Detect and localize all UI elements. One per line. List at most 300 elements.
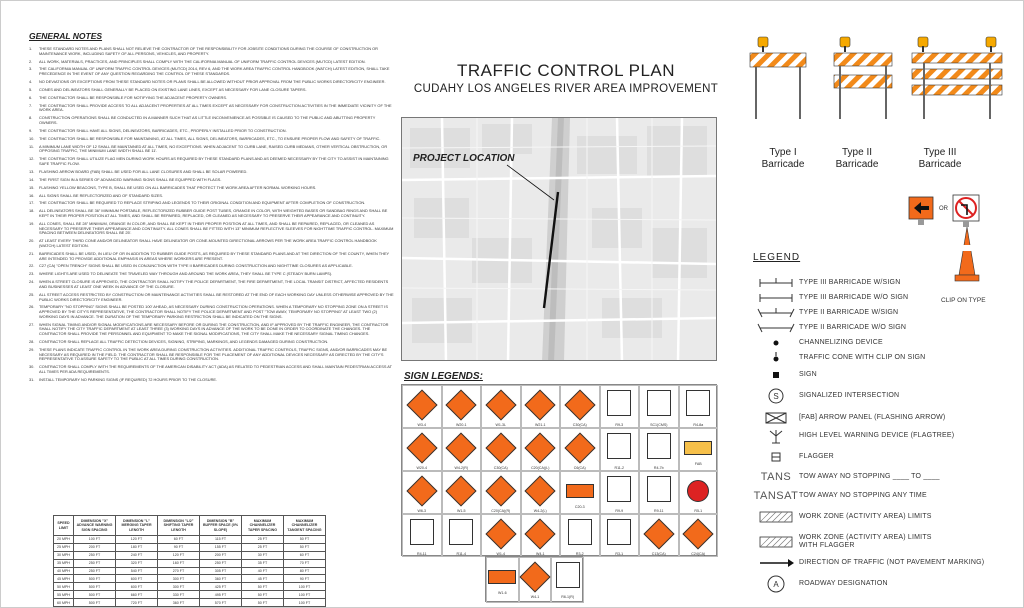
sign-legend-cell: [521, 428, 561, 471]
general-note-text: C27 (CA) "OPEN TRENCH" SIGNS SHALL BE USED IN CONJUNCTION WITH TYPE II BARRICADES DURING CONSTRUCTION AND NIGHTTIME CLOSURES AS APPLICABLE.: [39, 263, 353, 269]
sign-code-label: W6-3: [417, 509, 427, 513]
speed-table-cell: 300 FT: [158, 583, 200, 591]
legend-item-text: TRAFFIC CONE WITH CLIP ON SIGN: [799, 354, 926, 361]
speed-table-cell: 500 FT: [74, 599, 116, 607]
general-note-text: CONES AND DELINEATORS SHALL GENERALLY BE PLACED ON EXISTING LANE LINES, EXCEPT AS NECESSARY FOR LANE CLOSURE TAPERS.: [39, 86, 307, 92]
general-note: [29, 340, 394, 345]
speed-table-cell: 330 FT: [158, 591, 200, 599]
speed-table-row: [54, 591, 326, 599]
speed-table-header: MAXIMUM CHANNELIZER TAPER SPACING: [242, 516, 284, 536]
sign-legend-cell: [560, 428, 600, 471]
general-note-text: ALL DELINEATORS SHALL BE 36" MINIMUM PORTABLE, REFLECTORIZED RUBBER GUIDE POST TUBES, ORANGE IN COLOR, WITH WEIGHTED BASES OR SANDBAG RINGS AND SHALL BE KEPT IN THEIR PROPER POSITION AT ALL TIMES, AND SHALL BE REPAIRED, REPLACED, OR CLEANED AS NECESSARY TO PRESERVE THEIR APPEARANCE AND CONTINUITY.: [39, 208, 388, 219]
warning-sign-icon: [519, 561, 550, 592]
speed-table-header: DIMENSION "L" MERGING TAPER LENGTH: [116, 516, 158, 536]
sign-legend-cell: [560, 471, 600, 514]
tansat-text: TANSAT: [753, 490, 799, 502]
legend-item: [753, 388, 1003, 404]
legend-item-text: DIRECTION OF TRAFFIC (NOT PAVEMENT MARKING): [799, 559, 985, 566]
speed-table-cell: 200 FT: [74, 543, 116, 551]
speed-table-cell: 90 FT: [284, 575, 326, 583]
sign-code-label: W1-5: [456, 509, 466, 513]
legend-item-text: WORK ZONE (ACTIVITY AREA) LIMITS WITH FLAGGER: [799, 534, 932, 549]
traffic-cone-icon: [955, 227, 979, 281]
speed-table-cell: 50 FT: [242, 591, 284, 599]
legend-item: [753, 509, 1003, 525]
regulatory-sign-icon: [647, 433, 671, 459]
arrow-clip-sign-icon: [909, 197, 933, 225]
speed-table-cell: 250 FT: [74, 551, 116, 559]
general-note: [29, 145, 394, 154]
type-i-label: Type I Barricade: [761, 147, 805, 170]
warning-sign-icon: [485, 432, 516, 463]
roadway-circle-icon: [753, 577, 799, 591]
general-note-number: 26.: [29, 304, 35, 310]
type-ii-barricade-sign-icon: [753, 306, 799, 320]
sign-code-label: R4-8a: [693, 423, 704, 427]
general-note: [29, 305, 394, 319]
general-note-text: NO DEVIATIONS OR EXCEPTIONS FROM THESE STANDARD NOTES OR PLANS SHALL BE ALLOWED WITHOUT PRIOR APPROVAL FROM THE PUBLIC WORKS DIRECTOR/CITY ENGINEER.: [39, 79, 386, 85]
sign-legend-cell: [442, 385, 482, 428]
do-not-enter-sign-icon: [687, 480, 709, 502]
sign-code-label: C20-3: [574, 505, 585, 509]
sign-code-label: C20(CA)(L): [531, 466, 550, 470]
general-note-text: THESE PLANS INDICATE TRAFFIC CONTROL IN THE WORK AREA DURING CONSTRUCTION ACTIVITIES. ADDITIONAL TRAFFIC CONTROLS, TRAFFIC SIGNS, AND/OR BARRICADES MAY BE NECESSARY AS REQUIRED IN THE FIELD. THE CONTRACTOR SHALL BE RESPONSIBLE FOR THE PLACEMENT OF ANY ADDITIONAL DEVICES NECESSARY AS DIRECTED BY THE CITY'S REPRESENTATIVE TO ASSURE SAFETY TO THE PUBLIC AT ALL TIMES DURING CONSTRUCTION.: [39, 346, 388, 362]
sign-legend-cell: [481, 385, 521, 428]
svg-text:A: A: [773, 580, 779, 589]
regulatory-sign-icon: [556, 562, 580, 588]
general-note-number: 24.: [29, 279, 35, 285]
general-note-text: AT LEAST EVERY THIRD CONE AND/OR DELINEATOR SHALL HAVE DELINEATOR OR CONE-MOUNTED DIRECTIONAL ARROWS PER THE WORK AREA TRAFFIC CONTROL HANDBOOK (WATCH) LATEST EDITION.: [39, 238, 377, 248]
legend-item-text: TYPE II BARRICADE W/O SIGN: [799, 324, 907, 331]
general-note-text: CONTRACTOR SHALL COMPLY WITH THE REQUIREMENTS OF THE AMERICAN DISABILITY ACT (ADA) AS RELATED TO PEDESTRIAN ACCESS AND SHALL MAINTAIN PEDESTRIAN ACCESS AT ALL TIMES PER ADA REQUIREMENTS.: [39, 364, 392, 374]
sign-legend-cell: [639, 471, 679, 514]
regulatory-sign-icon: [607, 390, 631, 416]
general-note-number: 8.: [29, 115, 33, 121]
legend-item: [753, 275, 1003, 291]
speed-table-cell: 50 FT: [242, 599, 284, 607]
speed-table-cell: 320 FT: [116, 559, 158, 567]
general-note: [29, 365, 394, 374]
general-note-text: THE CONTRACTOR SHALL BE REQUIRED TO REPLACE STRIPING AND LEGENDS TO THEIR ORIGINAL CONDITION AND EQUIPMENT AFTER COMPLETION OF CONSTRUCTION.: [39, 200, 366, 206]
sign-legend-cell: [560, 514, 600, 557]
regulatory-sign-icon: [607, 519, 631, 545]
regulatory-sign-icon: [449, 519, 473, 545]
general-note: [29, 137, 394, 142]
orange-rect-sign-icon: [488, 570, 516, 584]
sign-legend-cell: [521, 471, 561, 514]
sign-legend-cell: [560, 385, 600, 428]
speed-table-cell: 250 FT: [200, 559, 242, 567]
regulatory-sign-icon: [607, 476, 631, 502]
general-note-number: 7.: [29, 102, 33, 108]
speed-table-cell: 270 FT: [158, 567, 200, 575]
general-note-number: 12.: [29, 156, 35, 162]
speed-table-cell: 300 FT: [158, 575, 200, 583]
warning-sign-icon: [446, 389, 477, 420]
sign-code-label: W21-1: [534, 423, 546, 427]
speed-table-cell: 570 FT: [200, 599, 242, 607]
general-note-text: CONSTRUCTION OPERATIONS SHALL BE CONDUCTED IN A MANNER SUCH THAT AS LITTLE INCONVENIENCE AS POSSIBLE IS CAUSED TO THE PUBLIC AND ABUTTING PROPERTY OWNERS.: [39, 115, 376, 126]
general-note-number: 13.: [29, 168, 35, 174]
warning-sign-icon: [525, 475, 556, 506]
general-note-text: FLASHING YELLOW BEACONS, TYPE B, SHALL BE USED ON ALL BARRICADES THAT PROTECT THE WORK AREA AFTER NORMAL WORKING HOURS.: [39, 184, 317, 190]
speed-table-cell: 720 FT: [116, 599, 158, 607]
general-note-number: 23.: [29, 271, 35, 277]
general-note-number: 4.: [29, 79, 33, 85]
regulatory-sign-icon: [686, 390, 710, 416]
general-note-number: 22.: [29, 263, 35, 269]
sign-code-label: R11-2: [614, 466, 625, 470]
speed-table-cell: 30 MPH: [54, 551, 74, 559]
warning-sign-icon: [525, 389, 556, 420]
sign-legend-cell: [521, 514, 561, 557]
tans-label: [753, 470, 799, 484]
project-location-label: PROJECT LOCATION: [413, 153, 515, 164]
sign-legend-cell: [600, 385, 640, 428]
general-note: [29, 116, 394, 125]
sign-legend-cell: [481, 514, 521, 557]
general-note: [29, 96, 394, 101]
warning-sign-icon: [406, 389, 437, 420]
general-note-number: 31.: [29, 376, 35, 382]
speed-table-cell: 90 FT: [158, 543, 200, 551]
speed-table-header: MAXIMUM CHANNELIZER TANGENT SPACING: [284, 516, 326, 536]
speed-table-cell: 60 FT: [158, 536, 200, 544]
legend-item: [753, 555, 1003, 571]
type-ii-barricade-icon: [834, 37, 892, 119]
sign-code-label: R9-9: [615, 509, 624, 513]
speed-table-cell: 100 FT: [284, 583, 326, 591]
legend-title: LEGEND: [753, 252, 801, 263]
sign-code-label: W4-1: [535, 552, 545, 556]
legend-item-text: SIGN: [799, 371, 817, 378]
general-note: [29, 272, 394, 277]
barricade-drawings: [746, 31, 1006, 151]
speed-table-cell: 35 MPH: [54, 559, 74, 567]
sign-code-label: R4-11: [416, 552, 427, 556]
general-note: [29, 293, 394, 302]
general-note: [29, 194, 394, 199]
general-notes-title: GENERAL NOTES: [29, 31, 103, 41]
legend-item-text: TYPE II BARRICADE W/SIGN: [799, 309, 899, 316]
sign-legend-cell: [679, 471, 719, 514]
speed-table-row: [54, 583, 326, 591]
legend-item-text: TOW AWAY NO STOPPING ____ TO ____: [799, 473, 940, 480]
speed-table-cell: 20 MPH: [54, 536, 74, 544]
general-note: [29, 80, 394, 85]
sign-code-label: C30(CA): [493, 466, 508, 470]
warning-sign-icon: [446, 475, 477, 506]
regulatory-sign-icon: [647, 390, 671, 416]
legend-item-text: SIGNALIZED INTERSECTION: [799, 392, 900, 399]
sign-legends-extra-row: [485, 556, 583, 602]
warning-sign-icon: [485, 389, 516, 420]
speed-table-row: [54, 567, 326, 575]
speed-table-cell: 40 FT: [242, 567, 284, 575]
sign-legend-cell: [481, 428, 521, 471]
speed-table-cell: 50 FT: [242, 583, 284, 591]
general-note-number: 3.: [29, 66, 33, 72]
speed-table-cell: 100 FT: [74, 536, 116, 544]
sign-code-label: W4-1: [530, 595, 540, 599]
legend-item: [753, 410, 1003, 426]
general-note-number: 17.: [29, 200, 35, 206]
sign-code-label: R9-3: [615, 423, 624, 427]
general-note-text: THESE STANDARD NOTES AND PLANS SHALL NOT RELIEVE THE CONTRACTOR OF THE RESPONSIBILITY FOR JOBSITE CONDITIONS DURING THE COURSE OF CONSTRUCTION OR MAINTENANCE WORK, INCLUDING SAFETY OF ALL PERSONS, VEHICLES, AND PROPERTY.: [39, 46, 378, 56]
legend-item: [753, 449, 1003, 465]
general-note-number: 11.: [29, 143, 35, 149]
regulatory-sign-icon: [607, 433, 631, 459]
speed-table-row: [54, 551, 326, 559]
sign-code-label: SC1(CMS): [650, 423, 668, 427]
sign-legend-cell: [679, 514, 719, 557]
sign-code-label: R3-2: [575, 552, 584, 556]
general-note-text: THE CONTRACTOR SHALL HAVE ALL SIGNS, DELINEATORS, BARRICADES, ETC., PROPERLY INSTALLED PRIOR TO CONSTRUCTION.: [39, 127, 287, 133]
sign-code-label: W20-4: [416, 466, 428, 470]
sign-code-label: C20(CA)(R): [491, 509, 511, 513]
type-iii-barricade-icon: [753, 291, 799, 305]
general-note-number: 9.: [29, 127, 33, 133]
or-label: OR: [939, 206, 948, 212]
speed-table-cell: 360 FT: [200, 575, 242, 583]
general-note-number: 5.: [29, 86, 33, 92]
arrow-board-icon: [684, 441, 712, 455]
sign-code-label: C6(CA): [573, 466, 586, 470]
general-note: [29, 264, 394, 269]
general-note: [29, 209, 394, 218]
tans-text: TANS: [760, 471, 792, 483]
speed-table-cell: 600 FT: [116, 583, 158, 591]
general-note: [29, 378, 394, 383]
speed-table-cell: 500 FT: [74, 591, 116, 599]
legend-item: [753, 320, 1003, 336]
plan-title: TRAFFIC CONTROL PLAN: [456, 61, 676, 80]
regulatory-sign-icon: [568, 519, 592, 545]
general-note-text: WHEN A STREET CLOSURE IS APPROVED, THE CONTRACTOR SHALL NOTIFY THE POLICE DEPARTMENT, THE FIRE DEPARTMENT, THE LOCAL TRANSIT DISTRICT, AFFECTED RESIDENTS AND BUSINESSES AT LEAST ONE WEEK IN ADVANCE OF THE CLOSURE.: [39, 279, 389, 289]
general-note: [29, 47, 394, 56]
sign-legend-cell: [402, 514, 442, 557]
general-note-text: THE CONTRACTOR SHALL BE RESPONSIBLE FOR MAINTAINING, AT ALL TIMES, ALL SIGNS, DELINEATORS, BARRICADES, ETC., TO ENSURE PROPER FLOW AND SAFETY OF TRAFFIC.: [39, 135, 381, 141]
signal-circle-icon: [753, 389, 799, 403]
speed-table-cell: 240 FT: [116, 551, 158, 559]
general-note-number: 29.: [29, 346, 35, 352]
speed-table-cell: 200 FT: [200, 551, 242, 559]
warning-sign-icon: [485, 518, 516, 549]
general-note-text: ALL SIGNS SHALL BE REFLECTORIZED AND OF STANDARD SIZES.: [39, 192, 164, 198]
speed-table-cell: 155 FT: [200, 543, 242, 551]
general-note: [29, 67, 394, 76]
general-note-text: FLASHING ARROW BOARD (FAB) SHALL BE USED FOR ALL LANE CLOSURES AND SHALL BE SOLAR POWERED.: [39, 168, 248, 174]
general-note-text: ALL WORK, MATERIALS, PRACTICES, AND PRINCIPLES SHALL COMPLY WITH THE CALIFORNIA MANUAL OF UNIFORM TRAFFIC CONTROL DEVICES (MUTCD) LATEST EDITION.: [39, 58, 366, 64]
sign-code-label: C13(CA): [651, 552, 666, 556]
sign-legend-cell: [639, 514, 679, 557]
speed-table-cell: 495 FT: [200, 591, 242, 599]
speed-table-cell: 60 MPH: [54, 599, 74, 607]
warning-sign-icon: [643, 518, 674, 549]
speed-spacing-table: [53, 515, 326, 607]
speed-table-header: DIMENSION "L/2" SHIFTING TAPER LENGTH: [158, 516, 200, 536]
sign-code-label: FAB: [694, 462, 702, 466]
general-note-text: THE CONTRACTOR SHALL PROVIDE ACCESS TO ALL ADJACENT PROPERTIES AT ALL TIMES EXCEPT AS NECESSARY FOR CONSTRUCTION ACTIVITIES IN THE IMMEDIATE VICINITY OF THE WORK AREA.: [39, 102, 392, 113]
legend-item-text: TYPE III BARRICADE W/SIGN: [799, 279, 901, 286]
general-note-number: 2.: [29, 58, 33, 64]
speed-table-cell: 100 FT: [284, 599, 326, 607]
general-note-number: 20.: [29, 238, 35, 244]
sign-legend-cell: [442, 471, 482, 514]
general-note: [29, 88, 394, 93]
speed-table-cell: 115 FT: [200, 536, 242, 544]
general-note: [29, 157, 394, 166]
plan-subtitle: CUDAHY LOS ANGELES RIVER AREA IMPROVEMENT: [413, 83, 719, 95]
general-note-text: BARRICADES SHALL BE USED, IN LIEU OF OR IN ADDITION TO RUBBER GUIDE POSTS, AS REQUIRED BY THESE STANDARD PLANS AND AT THE DIRECTION OF THE COUNTY, WHEN THEY ARE INTENDED TO PROVIDE ADDITIONAL EMPHASIS IN AREAS WHERE WORKERS ARE PRESENT.: [39, 250, 390, 261]
sign-code-label: W4-2(R): [454, 466, 469, 470]
sign-legend-cell: [679, 385, 719, 428]
general-note-text: ALL CONES, SHALL BE 28" MINIMUM, ORANGE IN COLOR, AND SHALL BE KEPT IN THEIR PROPER POSITION AT ALL TIMES, AND SHALL BE REPAIRED, REPLACED, OR CLEANED AS NECESSARY TO PRESERVE THEIR APPEARANCE AND CONTINUITY. ALL CONES SHALL BE FITTED WITH 13" MINIMUM REFLECTIVE SLEEVES FOR NIGHTTIME TRAFFIC CONTROL. MAXIMUM SPACING BETWEEN DELINEATORS SHALL BE 25'.: [39, 220, 394, 236]
regulatory-sign-icon: [647, 476, 671, 502]
sign-legends-grid: [401, 384, 717, 556]
sign-legend-cell: [521, 385, 561, 428]
legend-item-text: FLAGGER: [799, 453, 834, 460]
legend-item: [753, 531, 1003, 553]
warning-sign-icon: [525, 518, 556, 549]
arrow-panel-icon: [753, 411, 799, 425]
speed-table-cell: 45 FT: [242, 575, 284, 583]
warning-sign-icon: [525, 432, 556, 463]
sign-legends-title: SIGN LEGENDS:: [404, 371, 483, 382]
svg-text:S: S: [773, 392, 779, 401]
warning-sign-icon: [406, 432, 437, 463]
sign-legend-cell: [679, 428, 719, 471]
general-note-text: TEMPORARY "NO STOPPING" SIGNS SHALL BE POSTED 100' AHEAD, AS NECESSARY DURING CONSTRUCTION OPERATIONS. WHEN A TEMPORARY NO STOPPING ZONE ON A STREET IS APPROVED BY THE CITY'S REPRESENTATIVE, THE CONTRACTOR SHALL NOTIFY THE POLICE DEPARTMENT AND POST "TOW AWAY, TEMPORARY NO STOPPING" AT LEAST TWO (2) WORKING DAYS IN ADVANCE. THE DURATION OF THE TEMPORARY PARKING RESTRICTION SHALL BE INDICATED ON THE SIGNS.: [39, 304, 388, 319]
general-note-number: 25.: [29, 291, 35, 297]
legend-item: [753, 428, 1003, 444]
sign-code-label: R5-1: [694, 509, 703, 513]
sign-legend-cell: [481, 471, 521, 514]
general-note-number: 27.: [29, 321, 35, 327]
general-note-number: 30.: [29, 364, 35, 370]
sign-code-label: W1-4: [496, 552, 506, 556]
sign-legend-cell: [600, 514, 640, 557]
type-i-barricade-icon: [750, 37, 806, 119]
general-note-text: THE FIRST SIGN IN A SERIES OF ADVANCED WARNING SIGNS SHALL BE EQUIPPED WITH FLAGS.: [39, 176, 222, 182]
legend-item: [753, 305, 1003, 321]
general-note: [29, 104, 394, 113]
speed-table-cell: 540 FT: [116, 567, 158, 575]
sign-code-label: R11-4: [456, 552, 467, 556]
speed-table-cell: 50 FT: [284, 543, 326, 551]
type-iii-barricade-sign-icon: [753, 276, 799, 290]
legend-item: [753, 290, 1003, 306]
general-note: [29, 348, 394, 362]
speed-table-cell: 40 MPH: [54, 567, 74, 575]
general-note-number: 10.: [29, 135, 35, 141]
speed-table-cell: 425 FT: [200, 583, 242, 591]
general-note: [29, 186, 394, 191]
speed-table-cell: 50 FT: [284, 536, 326, 544]
speed-table-header: SPEED LIMIT: [54, 516, 74, 536]
legend-item-text: ROADWAY DESIGNATION: [799, 580, 888, 587]
speed-table-cell: 160 FT: [158, 559, 200, 567]
orange-rect-sign-icon: [566, 484, 594, 498]
speed-table-cell: 500 FT: [74, 583, 116, 591]
sign-legend-cell: [402, 428, 442, 471]
speed-table-cell: 600 FT: [116, 575, 158, 583]
sign-code-label: W20-1: [455, 423, 467, 427]
speed-table-cell: 100 FT: [284, 591, 326, 599]
general-note-text: WHERE LIGHTS ARE USED TO DELINEATE THE TRAVELED WAY THROUGH AND AROUND THE WORK AREA, THEY SHALL BE TYPE C (STEADY BURN LAMPS).: [39, 271, 333, 277]
legend-item: [753, 469, 1003, 485]
speed-table-cell: 500 FT: [74, 575, 116, 583]
speed-table-row: [54, 559, 326, 567]
general-note-number: 21.: [29, 250, 35, 256]
sign-code-label: C30(CA): [572, 423, 587, 427]
warning-sign-icon: [485, 475, 516, 506]
general-note-number: 14.: [29, 176, 35, 182]
sign-code-label: W1-6: [498, 591, 507, 595]
speed-table-cell: 305 FT: [200, 567, 242, 575]
speed-table-cell: 70 FT: [284, 559, 326, 567]
work-zone-flagger-hatch-icon: [753, 535, 799, 549]
cone-clip-icon: [753, 351, 799, 365]
work-zone-hatch-icon: [753, 510, 799, 524]
speed-table-cell: 120 FT: [116, 536, 158, 544]
general-note-text: A MINIMUM LANE WIDTH OF 12 SHALL BE MAINTAINED AT ALL TIMES, NO EXCEPTIONS. WHEN ADJACENT TO CURB LANE, RAISED CURB MEDIANS, OTHER VERTICAL OBSTRUCTION, OR OPPOSING TRAFFIC, THE MINIMUM LANE WIDTH SHALL BE 11'.: [39, 143, 388, 154]
speed-table-cell: 50 MPH: [54, 583, 74, 591]
sign-legend-cell: [600, 428, 640, 471]
speed-table-row: [54, 543, 326, 551]
general-note-number: 19.: [29, 220, 35, 226]
general-note: [29, 222, 394, 236]
sign-code-label: W4-2(L): [533, 509, 547, 513]
general-note-text: CONTRACTOR SHALL REPLACE ALL TRAFFIC DETECTION DEVICES, SIGNING, STRIPING, MARKINGS, AND LEGENDS DAMAGED DURING CONSTRUCTION.: [39, 339, 329, 344]
speed-table-cell: 45 MPH: [54, 575, 74, 583]
sign-legend-cell: [402, 385, 442, 428]
speed-table-cell: 25 FT: [242, 536, 284, 544]
type-ii-barricade-icon: [753, 321, 799, 335]
speed-table-cell: 80 FT: [284, 567, 326, 575]
traffic-arrow-icon: [753, 556, 799, 570]
general-note: [29, 170, 394, 175]
speed-table-header: DIMENSION "X" ADVANCE WARNING SIGN SPACING: [74, 516, 116, 536]
general-note-text: THE CONTRACTOR SHALL BE RESPONSIBLE FOR NOTIFYING THE ADJACENT PROPERTY OWNERS.: [39, 94, 228, 100]
speed-table-cell: 25 MPH: [54, 543, 74, 551]
no-left-turn-clip-sign-icon: [953, 195, 979, 227]
sign-legend-cell: [639, 385, 679, 428]
speed-table-row: [54, 536, 326, 544]
sign-code-label: W3-4: [417, 423, 427, 427]
sign-legend-cell: [519, 557, 552, 603]
speed-table-cell: 250 FT: [74, 567, 116, 575]
channelizer-dot-icon: [753, 336, 799, 350]
sign-legend-cell: [402, 471, 442, 514]
legend-item: [753, 488, 1003, 504]
type-iii-barricade-icon: [912, 37, 1002, 119]
general-note: [29, 178, 394, 183]
general-note: [29, 239, 394, 248]
speed-table-cell: 25 FT: [242, 543, 284, 551]
sign-code-label: R6-1(R): [561, 595, 575, 599]
flagtree-icon: [753, 429, 799, 443]
general-note-text: ALL STREET ACCESS RESTRICTED BY CONSTRUCTION OR MAINTENANCE ACTIVITIES SHALL BE RESTORED AT THE END OF EACH WORKING DAY UNLESS OTHERWISE APPROVED BY THE PUBLIC WORKS DIRECTOR/CITY ENGINEER.: [39, 291, 394, 302]
general-note: [29, 323, 394, 337]
sign-code-label: R4-7b: [653, 466, 664, 470]
type-iii-label: Type III Barricade: [918, 147, 962, 170]
legend-item-text: WORK ZONE (ACTIVITY AREA) LIMITS: [799, 513, 932, 520]
speed-table-cell: 60 FT: [284, 551, 326, 559]
speed-table-row: [54, 599, 326, 607]
sign-legend-cell: [442, 514, 482, 557]
sign-code-label: W1-3L: [495, 423, 507, 427]
